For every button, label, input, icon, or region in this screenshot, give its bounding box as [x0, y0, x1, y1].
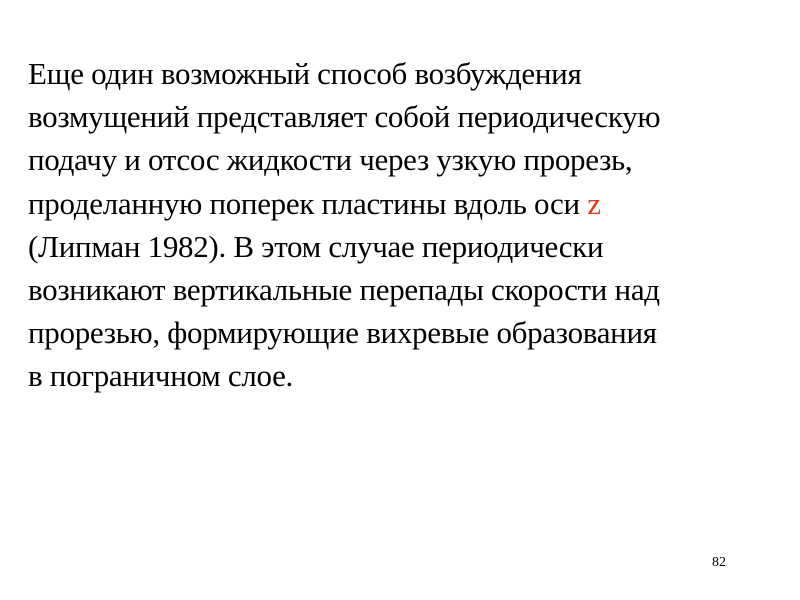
text-line: возмущений представляет собой периодическую — [28, 99, 661, 135]
text-line: в пограничном слое. — [28, 358, 294, 394]
axis-variable-z: z — [587, 185, 601, 221]
text-line: возникают вертикальные перепады скорости над — [28, 272, 660, 308]
text-line: Еще один возможный способ возбуждения — [28, 56, 582, 91]
text-line: подачу и отсос жидкости через узкую прорезь, — [28, 142, 633, 178]
body-text — [28, 52, 788, 398]
text-line: прорезью, формирующие вихревые образования — [28, 315, 657, 351]
text-line-with-axis — [28, 182, 788, 225]
text-segment: проделанную поперек пластины вдоль оси — [28, 185, 588, 221]
page-number: 82 — [712, 555, 726, 570]
text-line: (Липман 1982). В этом случае периодически — [28, 228, 604, 264]
